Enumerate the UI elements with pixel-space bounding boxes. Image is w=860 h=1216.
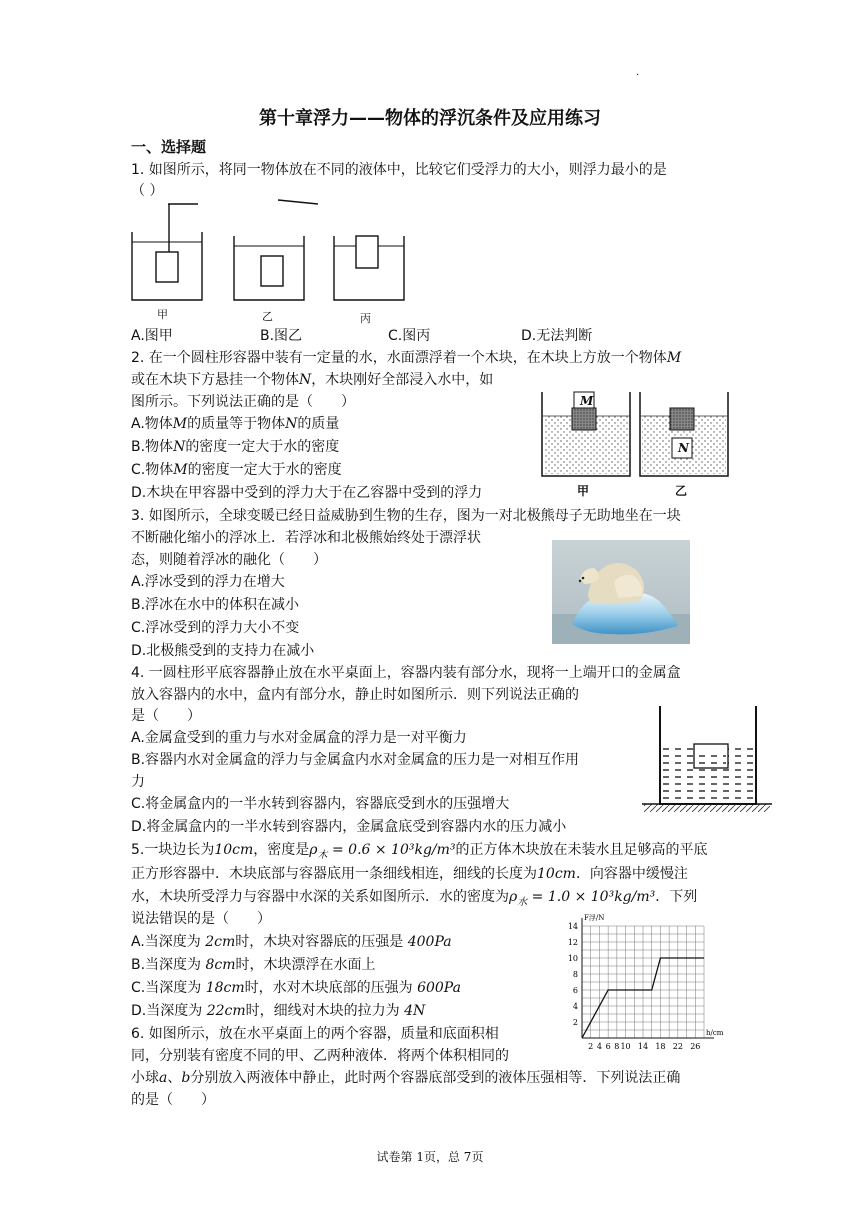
q4-figure <box>638 704 774 820</box>
buoyancy-depth-chart <box>560 912 730 1060</box>
y-tick-label: 14 <box>567 922 578 931</box>
q2-stem-line1: 2. 在一个圆柱形容器中装有一定量的水，水面漂浮着一个木块，在木块上方放一个物体M <box>131 350 682 366</box>
q3-option-d: D.北极熊受到的支持力在减小 <box>131 643 315 659</box>
y-tick-label: 12 <box>567 938 578 947</box>
hanger-bar <box>278 200 318 204</box>
q5-option-c: C.当深度为 18cm时，水对木块底部的压强为 600Pa <box>131 980 461 996</box>
q4-option-d: D.将金属盒内的一半水转到容器内，金属盒底受到容器内水的压力减小 <box>131 819 567 835</box>
q1-option-b: B.图乙 <box>260 328 303 344</box>
y-tick-label: 8 <box>572 970 578 979</box>
x-tick-label: 4 <box>596 1042 602 1051</box>
q6-stem-line1: 6. 如图所示，放在水平桌面上的两个容器，质量和底面积相 <box>131 1026 499 1042</box>
q3-option-c: C.浮冰受到的浮力大小不变 <box>131 620 300 636</box>
q6-stem-line4: 的是（ ） <box>131 1092 215 1108</box>
q4-option-a: A.金属盒受到的重力与水对金属盒的浮力是一对平衡力 <box>131 730 467 746</box>
q6-stem-line3: 小球a、b分别放入两液体中静止，此时两个容器底部受到的液体压强相等．下列说法正确 <box>131 1070 681 1086</box>
q4-stem-line3: 是（ ） <box>131 708 201 724</box>
q5-option-a: A.当深度为 2cm时，木块对容器底的压强是 400Pa <box>131 934 452 950</box>
x-tick-label: 18 <box>655 1042 666 1051</box>
q5-stem-line4: 说法错误的是（ ） <box>131 911 271 927</box>
x-tick-label: 6 <box>605 1042 611 1051</box>
x-tick-label: 8 <box>614 1042 620 1051</box>
q5-stem-line3: 水，木块所受浮力与容器中水深的关系如图所示．水的密度为$\rho_水 = 1.0 \times 10^3kg/m^3$．下列 <box>131 889 698 908</box>
q3-option-a: A.浮冰受到的浮力在增大 <box>131 574 285 590</box>
page-footer: 试卷第 1页，总 7页 <box>376 1150 484 1164</box>
q1-stem: 1. 如图所示，将同一物体放在不同的液体中，比较它们受浮力的大小，则浮力最小的是 <box>131 162 667 178</box>
y-tick-label: 4 <box>572 1002 578 1011</box>
x-tick-label: 14 <box>637 1042 649 1051</box>
fig-label-n: N <box>678 441 689 455</box>
q6-stem-line2: 同，分别装有密度不同的甲、乙两种液体．将两个体积相同的 <box>131 1048 509 1064</box>
q5-stem-line2: 正方形容器中．木块底部与容器底用一条细线相连，细线的长度为10cm．向容器中缓慢注 <box>131 866 688 882</box>
section-heading: 一、选择题 <box>131 138 207 156</box>
q1-option-d: D.无法判断 <box>521 328 593 344</box>
q4-option-b: B.容器内水对金属盒的浮力与金属盒内水对金属盒的压力是一对相互作用 <box>131 752 580 768</box>
y-tick-label: 2 <box>572 1018 578 1027</box>
beaker-yi <box>234 236 304 300</box>
q4-stem-line1: 4. 一圆柱形平底容器静止放在水平桌面上，容器内装有部分水，现将一上端开口的金属盒 <box>131 665 681 681</box>
header-mark: · <box>636 70 640 81</box>
q3-option-b: B.浮冰在水中的体积在减小 <box>131 597 300 613</box>
x-axis-label: h/cm <box>706 1029 724 1037</box>
q4-stem-line2: 放入容器内的水中，盒内有部分水，静止时如图所示．则下列说法正确的 <box>131 687 579 703</box>
q2-stem-line3: 图所示。下列说法正确的是（ ） <box>131 394 355 410</box>
q2-figure <box>538 388 738 488</box>
q1-option-a: A.图甲 <box>131 328 173 344</box>
y-axis-label: F浮/N <box>584 914 605 922</box>
q1-figure <box>128 200 418 324</box>
fig-label-m: M <box>580 394 594 408</box>
q4-option-c: C.将金属盒内的一半水转到容器内，容器底受到水的压强增大 <box>131 796 510 812</box>
q2-option-d: D.木块在甲容器中受到的浮力大于在乙容器中受到的浮力 <box>131 485 483 501</box>
beaker-jia <box>132 232 202 300</box>
q4-option-b-cont: 力 <box>131 774 145 790</box>
container-yi <box>640 392 728 476</box>
q3-stem-line3: 态，则随着浮冰的融化（ ） <box>131 552 327 568</box>
q2-option-c: C.物体M的密度一定大于水的密度 <box>131 462 342 478</box>
q2-option-b: B.物体N的密度一定大于水的密度 <box>131 439 340 455</box>
x-tick-label: 10 <box>620 1042 631 1051</box>
q2-fig-label-yi: 乙 <box>675 484 688 498</box>
q1-label-bing: 丙 <box>360 312 371 325</box>
x-tick-label: 22 <box>672 1042 683 1051</box>
x-tick-label: 2 <box>588 1042 594 1051</box>
page-title: 第十章浮力——物体的浮沉条件及应用练习 <box>259 108 601 129</box>
q2-option-a: A.物体M的质量等于物体N的质量 <box>131 416 340 432</box>
q5-stem-line1: 5.一块边长为10cm，密度是$\rho_木 = 0.6 \times 10^3kg/m^3$的正方体木块放在未装水且足够高的平底 <box>131 842 708 861</box>
x-tick-label: 26 <box>690 1042 701 1051</box>
q3-stem-line1: 3. 如图所示，全球变暖已经日益威胁到生物的生存，图为一对北极熊母子无助地坐在一块 <box>131 508 681 524</box>
q1-stem-paren: （ ） <box>131 183 164 199</box>
q5-option-b: B.当深度为 8cm时，木块漂浮在水面上 <box>131 957 376 973</box>
beaker-bing <box>334 236 404 300</box>
q2-stem-line2: 或在木块下方悬挂一个物体N，木块刚好全部浸入水中，如 <box>131 372 494 388</box>
q3-stem-line2: 不断融化缩小的浮冰上．若浮冰和北极熊始终处于漂浮状 <box>131 530 481 546</box>
q2-fig-label-jia: 甲 <box>577 484 590 498</box>
y-tick-label: 10 <box>567 954 578 963</box>
q1-label-yi: 乙 <box>262 310 273 323</box>
q1-label-jia: 甲 <box>157 308 168 321</box>
polar-bear-photo <box>552 540 690 644</box>
q5-option-d: D.当深度为 22cm时，细线对木块的拉力为 4N <box>131 1003 426 1019</box>
y-tick-label: 6 <box>572 986 578 995</box>
q1-option-c: C.图丙 <box>388 328 431 344</box>
